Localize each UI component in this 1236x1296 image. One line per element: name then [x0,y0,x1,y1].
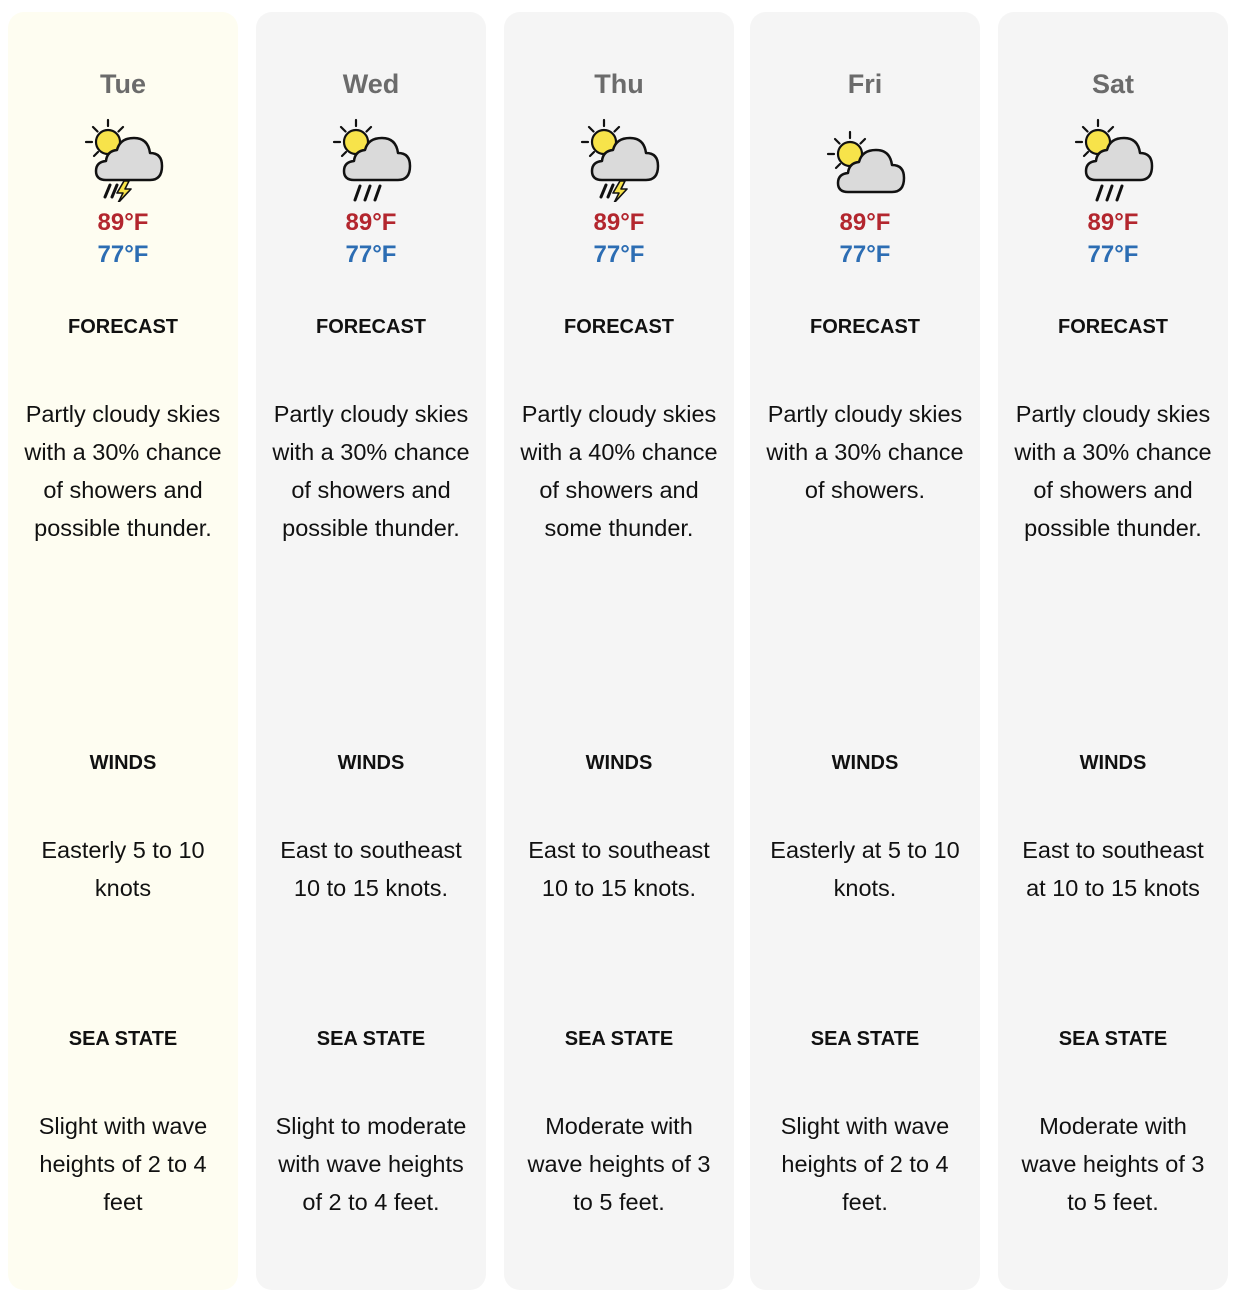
forecast-heading: FORECAST [810,316,920,338]
partly-cloudy-thunderstorm-icon [84,118,168,202]
winds-heading: WINDS [1079,752,1147,774]
forecast-text: Partly cloudy skies with a 40% chance of showers and some thunder. [520,401,718,541]
forecast-text: Partly cloudy skies with a 30% chance of showers and possible thunder. [1014,401,1212,541]
low-temperature: 77°F [97,241,149,268]
winds-heading: WINDS [585,752,653,774]
winds-heading: WINDS [89,752,157,774]
sea-state-heading: SEA STATE [316,1028,426,1050]
high-temperature: 89°F [345,209,397,236]
high-temperature: 89°F [593,209,645,236]
winds-text: East to southeast at 10 to 15 knots [1022,837,1204,901]
day-card-thu [504,12,734,1290]
winds-text: East to southeast 10 to 15 knots. [528,837,710,901]
day-card-sat [998,12,1228,1290]
forecast-heading: FORECAST [68,316,178,338]
sea-state-text: Moderate with wave heights of 3 to 5 feet. [1021,1113,1205,1215]
day-name: Sat [1091,69,1135,99]
low-temperature: 77°F [593,241,645,268]
sea-state-heading: SEA STATE [68,1028,178,1050]
low-temperature: 77°F [839,241,891,268]
sea-state-heading: SEA STATE [1058,1028,1168,1050]
high-temperature: 89°F [839,209,891,236]
forecast-text: Partly cloudy skies with a 30% chance of showers and possible thunder. [24,401,222,541]
day-name: Thu [594,69,644,99]
winds-heading: WINDS [337,752,405,774]
sea-state-text: Moderate with wave heights of 3 to 5 feet. [527,1113,711,1215]
sea-state-heading: SEA STATE [810,1028,920,1050]
winds-text: East to southeast 10 to 15 knots. [280,837,462,901]
day-name: Tue [100,69,146,99]
sea-state-text: Slight with wave heights of 2 to 4 feet [38,1113,208,1215]
forecast-heading: FORECAST [316,316,426,338]
forecast-heading: FORECAST [564,316,674,338]
day-name: Fri [847,69,883,99]
sea-state-text: Slight with wave heights of 2 to 4 feet. [780,1113,950,1215]
sea-state-text: Slight to moderate with wave heights of 2 to 4 feet. [275,1113,467,1215]
sea-state-heading: SEA STATE [564,1028,674,1050]
forecast-text: Partly cloudy skies with a 30% chance of showers. [766,401,964,503]
forecast-text: Partly cloudy skies with a 30% chance of showers and possible thunder. [272,401,470,541]
day-card-fri [750,12,980,1290]
low-temperature: 77°F [345,241,397,268]
partly-cloudy-thunderstorm-icon [580,118,664,202]
day-card-wed [256,12,486,1290]
partly-cloudy-rain-icon [1074,118,1158,202]
winds-text: Easterly at 5 to 10 knots. [770,837,960,901]
winds-heading: WINDS [831,752,899,774]
forecast-heading: FORECAST [1058,316,1168,338]
day-name: Wed [342,69,400,99]
winds-text: Easterly 5 to 10 knots [41,837,205,901]
partly-cloudy-icon [826,118,910,202]
day-card-tue [8,12,238,1290]
partly-cloudy-rain-icon [332,118,416,202]
low-temperature: 77°F [1087,241,1139,268]
high-temperature: 89°F [1087,209,1139,236]
high-temperature: 89°F [97,209,149,236]
